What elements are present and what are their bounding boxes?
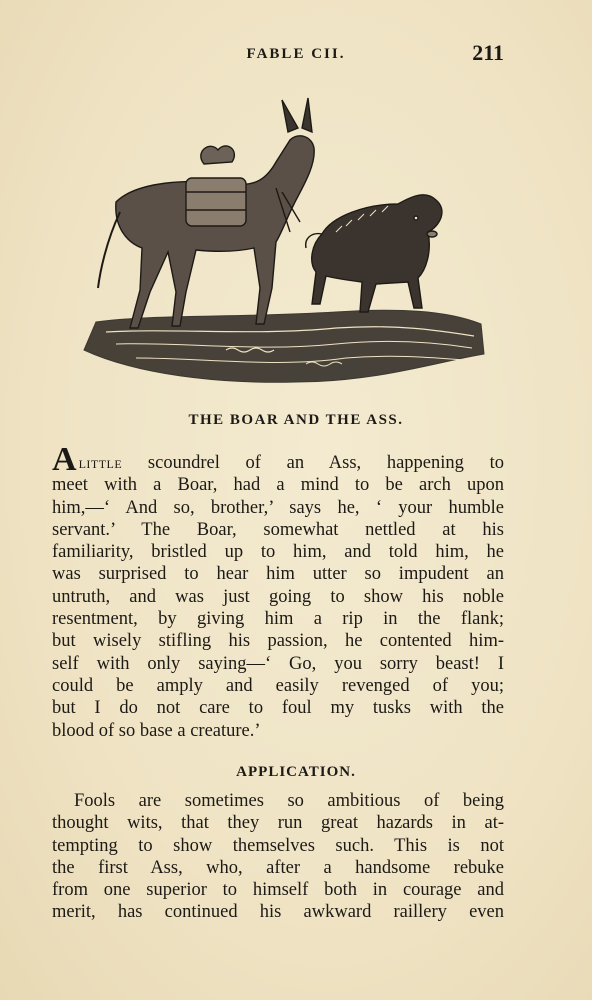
fable-line-11: could be amply and easily revenged of you;	[52, 675, 504, 696]
fable-line-7: untruth, and was just going to show his noble	[52, 586, 504, 607]
application-line-6: merit, has continued his awkward raillery even	[52, 902, 504, 923]
application-line-1: Fools are sometimes so ambitious of being	[74, 791, 504, 811]
running-title: FABLE CII.	[246, 46, 346, 62]
ground	[84, 310, 484, 382]
fable-line-text: scoundrel of an Ass, happening to	[122, 453, 504, 473]
application-heading: APPLICATION.	[236, 764, 356, 780]
fable-line-12: but I do not care to foul my tusks with the	[52, 698, 504, 719]
fable-title: THE BOAR AND THE ASS.	[188, 412, 404, 428]
fable-line-10: self with only saying—‘ Go, you sorry beast! I	[52, 653, 504, 674]
application-line-2: thought wits, that they run great hazards in at-	[52, 813, 504, 834]
first-word: little	[78, 453, 123, 472]
fable-line-1	[52, 441, 504, 478]
fable-line-6: was surprised to hear him utter so impudent an	[52, 564, 504, 585]
fable-line-5: familiarity, bristled up to him, and told him, he	[52, 542, 504, 563]
application-line-4: the first Ass, who, after a handsome rebuke	[52, 857, 504, 878]
page-number: 211	[472, 40, 504, 65]
application-text	[52, 790, 504, 924]
fable-text	[52, 441, 504, 742]
drop-cap: A	[52, 441, 77, 478]
application-line-3: tempting to show themselves such. This is not	[52, 835, 504, 856]
application-line-5: from one superior to himself both in courage and	[52, 880, 504, 901]
fable-line-2: meet with a Boar, had a mind to be arch upon	[52, 475, 504, 496]
fable-line-4: servant.’ The Boar, somewhat nettled at his	[52, 519, 504, 540]
boar-figure	[306, 195, 442, 312]
fable-line-13: blood of so base a creature.’	[52, 720, 261, 741]
ass-figure	[98, 98, 314, 328]
fable-line-9: but wisely stifling his passion, he contented him-	[52, 631, 504, 652]
fable-line-8: resentment, by giving him a rip in the flank;	[52, 609, 504, 630]
woodcut-illustration	[76, 92, 490, 390]
fable-line-3: him,—‘ And so, brother,’ says he, ‘ your humble	[52, 497, 504, 518]
